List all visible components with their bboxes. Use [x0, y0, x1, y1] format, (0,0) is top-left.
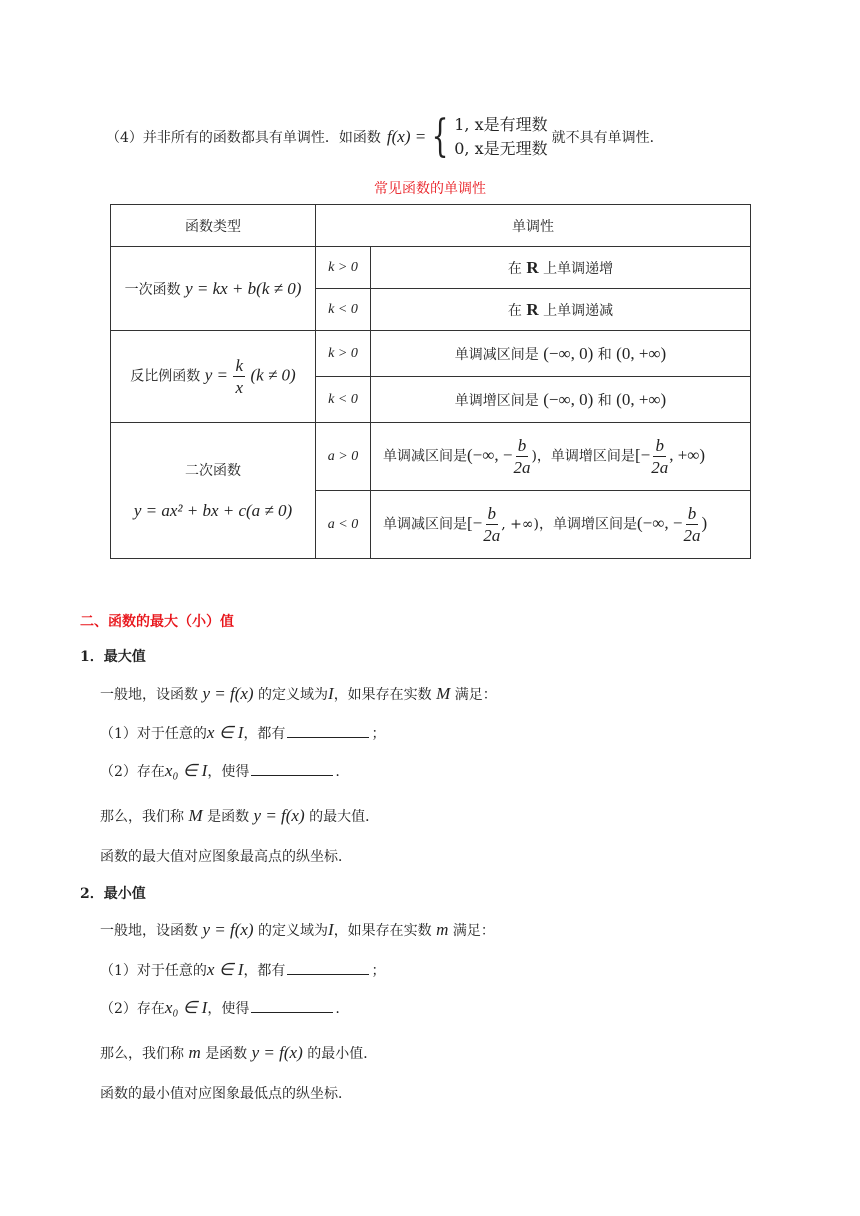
inverse-result-1 [371, 331, 751, 377]
linear-function-cell [111, 247, 316, 331]
vertex-fraction [683, 505, 700, 544]
domain-symbol: I [328, 684, 334, 703]
min-intro [100, 920, 495, 940]
min-condition-1 [100, 960, 385, 980]
max-note: 函数的最大值对应图象最高点的纵坐标． [100, 849, 352, 865]
min-note: 函数的最小值对应图象最低点的纵坐标． [100, 1086, 352, 1102]
quadratic-result-1 [371, 423, 751, 491]
domain-symbol: I [328, 920, 334, 939]
conjunction: 和 [597, 346, 612, 363]
math-expr: x₀ ∈ I [164, 998, 208, 1017]
linear-cond-1: k > 0 [316, 247, 371, 289]
text: ； [371, 726, 386, 742]
inverse-result-2 [371, 377, 751, 423]
monotonicity-table [110, 204, 751, 559]
max-conclusion [100, 806, 379, 826]
quadratic-r2-text: 单调减区间是 [383, 516, 467, 533]
math-expr: x ∈ I [206, 960, 244, 979]
text: ； [371, 963, 386, 979]
header-monotonicity: 单调性 [316, 205, 751, 247]
quadratic-name: 二次函数 [185, 462, 241, 479]
interval: (−∞, 0) [543, 389, 594, 409]
max-symbol: M [436, 684, 451, 703]
text: ，都有 [243, 963, 286, 979]
table-row [111, 423, 751, 491]
max-heading: 1．最大值 [80, 649, 146, 665]
piecewise-cases [454, 113, 547, 161]
interval: (0, +∞) [616, 389, 667, 409]
text: 的最小值． [307, 1046, 378, 1062]
frac-den: 2a [683, 526, 701, 545]
quadratic-formula: y = ax² + bx + c(a ≠ 0) [133, 500, 293, 520]
vertex-fraction [483, 505, 500, 544]
max-condition-1 [100, 723, 385, 743]
frac-den: 2a [513, 458, 531, 477]
brace-symbol: { [431, 111, 449, 162]
text: 那么，我们称 [100, 1046, 184, 1062]
text: （2）存在 [100, 764, 165, 780]
text: （1）对于任意的 [100, 963, 207, 979]
piecewise-case-2: 0, x是无理数 [454, 139, 548, 158]
inverse-fraction [233, 357, 245, 396]
frac-num: b [487, 504, 496, 523]
inverse-name: 反比例函数 [130, 368, 201, 385]
function-expr: y = f(x) [202, 684, 254, 703]
real-set-symbol: R [526, 299, 539, 319]
text: 的最大值． [309, 809, 380, 825]
inverse-cond-2: k < 0 [316, 377, 371, 423]
table-title: 常见函数的单调性 [374, 181, 486, 197]
inverse-function-cell [111, 331, 316, 423]
linear-formula: y = kx + b(k ≠ 0) [185, 278, 302, 298]
table-header-row [111, 205, 751, 247]
linear-name: 一次函数 [124, 281, 181, 298]
text: ，如果存在实数 [333, 687, 432, 703]
inverse-cond-1: k > 0 [316, 331, 371, 377]
linear-result-2-post: 上单调递减 [543, 302, 614, 319]
real-set-symbol: R [526, 257, 539, 277]
linear-result-1-post: 上单调递增 [543, 260, 614, 277]
item4-fx: f(x) = [386, 127, 427, 146]
max-symbol: M [188, 806, 203, 825]
text: ，都有 [243, 726, 286, 742]
item4-suffix: 就不具有单调性． [551, 130, 664, 146]
text: 那么，我们称 [100, 809, 184, 825]
interval: (−∞, 0) [543, 343, 594, 363]
table-row [111, 331, 751, 377]
max-condition-2 [100, 761, 340, 781]
quadratic-cond-2: a < 0 [316, 491, 371, 559]
max-intro [100, 684, 497, 704]
math-expr: x ∈ I [206, 723, 244, 742]
inverse-condition: (k ≠ 0) [250, 365, 296, 385]
quadratic-r1-text: 单调减区间是 [383, 448, 467, 465]
text: . [335, 764, 340, 780]
min-heading: 2．最小值 [80, 886, 146, 902]
function-expr: y = f(x) [251, 1043, 303, 1062]
text: （1）对于任意的 [100, 726, 207, 742]
item4-line [106, 112, 664, 162]
text: 的定义域为 [258, 923, 329, 939]
text: 一般地，设函数 [100, 923, 198, 939]
quadratic-r1-mid: )，单调增区间是 [531, 448, 635, 465]
text: 满足： [452, 923, 495, 939]
frac-num: b [655, 436, 664, 455]
table-row [111, 247, 751, 289]
vertex-fraction [651, 437, 668, 476]
fill-blank[interactable] [251, 763, 333, 776]
math-expr: x₀ ∈ I [164, 761, 208, 780]
quadratic-function-cell [111, 423, 316, 559]
text: 满足： [454, 687, 497, 703]
min-symbol: m [188, 1043, 201, 1062]
fill-blank[interactable] [287, 725, 369, 738]
text: . [335, 1001, 340, 1017]
text: ，如果存在实数 [333, 923, 432, 939]
text: （2）存在 [100, 1001, 165, 1017]
section2-heading: 二、函数的最大（小）值 [80, 614, 234, 630]
quadratic-r1-open: (−∞, − [467, 445, 513, 465]
function-expr: y = f(x) [202, 920, 254, 939]
frac-num: b [687, 504, 697, 523]
quadratic-cond-1: a > 0 [316, 423, 371, 491]
quadratic-r2-close: ) [701, 513, 708, 533]
min-condition-2 [100, 998, 340, 1018]
linear-result-2 [371, 289, 751, 331]
item4-prefix: （4）并非所有的函数都具有单调性．如函数 [106, 130, 381, 146]
text: 的定义域为 [258, 687, 329, 703]
text: ，使得 [207, 1001, 250, 1017]
quadratic-r2-mid: , +∞)，单调增区间是 [501, 516, 638, 533]
conjunction: 和 [597, 392, 612, 409]
inverse-numerator: k [235, 356, 244, 375]
vertex-fraction [513, 437, 530, 476]
quadratic-r1-close: , +∞) [669, 445, 706, 465]
quadratic-r1-open2: [− [634, 445, 651, 465]
linear-result-1 [371, 247, 751, 289]
frac-den: 2a [651, 458, 669, 477]
quadratic-r2-open2: (−∞, − [637, 513, 683, 533]
linear-result-1-pre: 在 [507, 260, 522, 277]
inverse-denominator: x [235, 378, 244, 397]
text: ，使得 [207, 764, 250, 780]
linear-result-2-pre: 在 [507, 302, 522, 319]
linear-cond-2: k < 0 [316, 289, 371, 331]
inverse-result-1-pre: 单调减区间是 [454, 346, 539, 363]
text: 是函数 [205, 1046, 248, 1062]
interval: (0, +∞) [616, 343, 667, 363]
text: 一般地，设函数 [100, 687, 198, 703]
header-function-type: 函数类型 [111, 205, 316, 247]
inverse-y-eq: y = [204, 365, 229, 385]
min-symbol: m [436, 920, 449, 939]
fill-blank[interactable] [287, 962, 369, 975]
frac-num: b [517, 436, 527, 455]
inverse-result-2-pre: 单调增区间是 [454, 392, 539, 409]
quadratic-r2-open: [− [467, 513, 483, 533]
quadratic-result-2 [371, 491, 751, 559]
min-conclusion [100, 1043, 377, 1063]
piecewise-case-1: 1, x是有理数 [454, 115, 548, 134]
frac-den: 2a [483, 526, 501, 545]
text: 是函数 [207, 809, 250, 825]
function-expr: y = f(x) [253, 806, 305, 825]
fill-blank[interactable] [251, 1000, 333, 1013]
